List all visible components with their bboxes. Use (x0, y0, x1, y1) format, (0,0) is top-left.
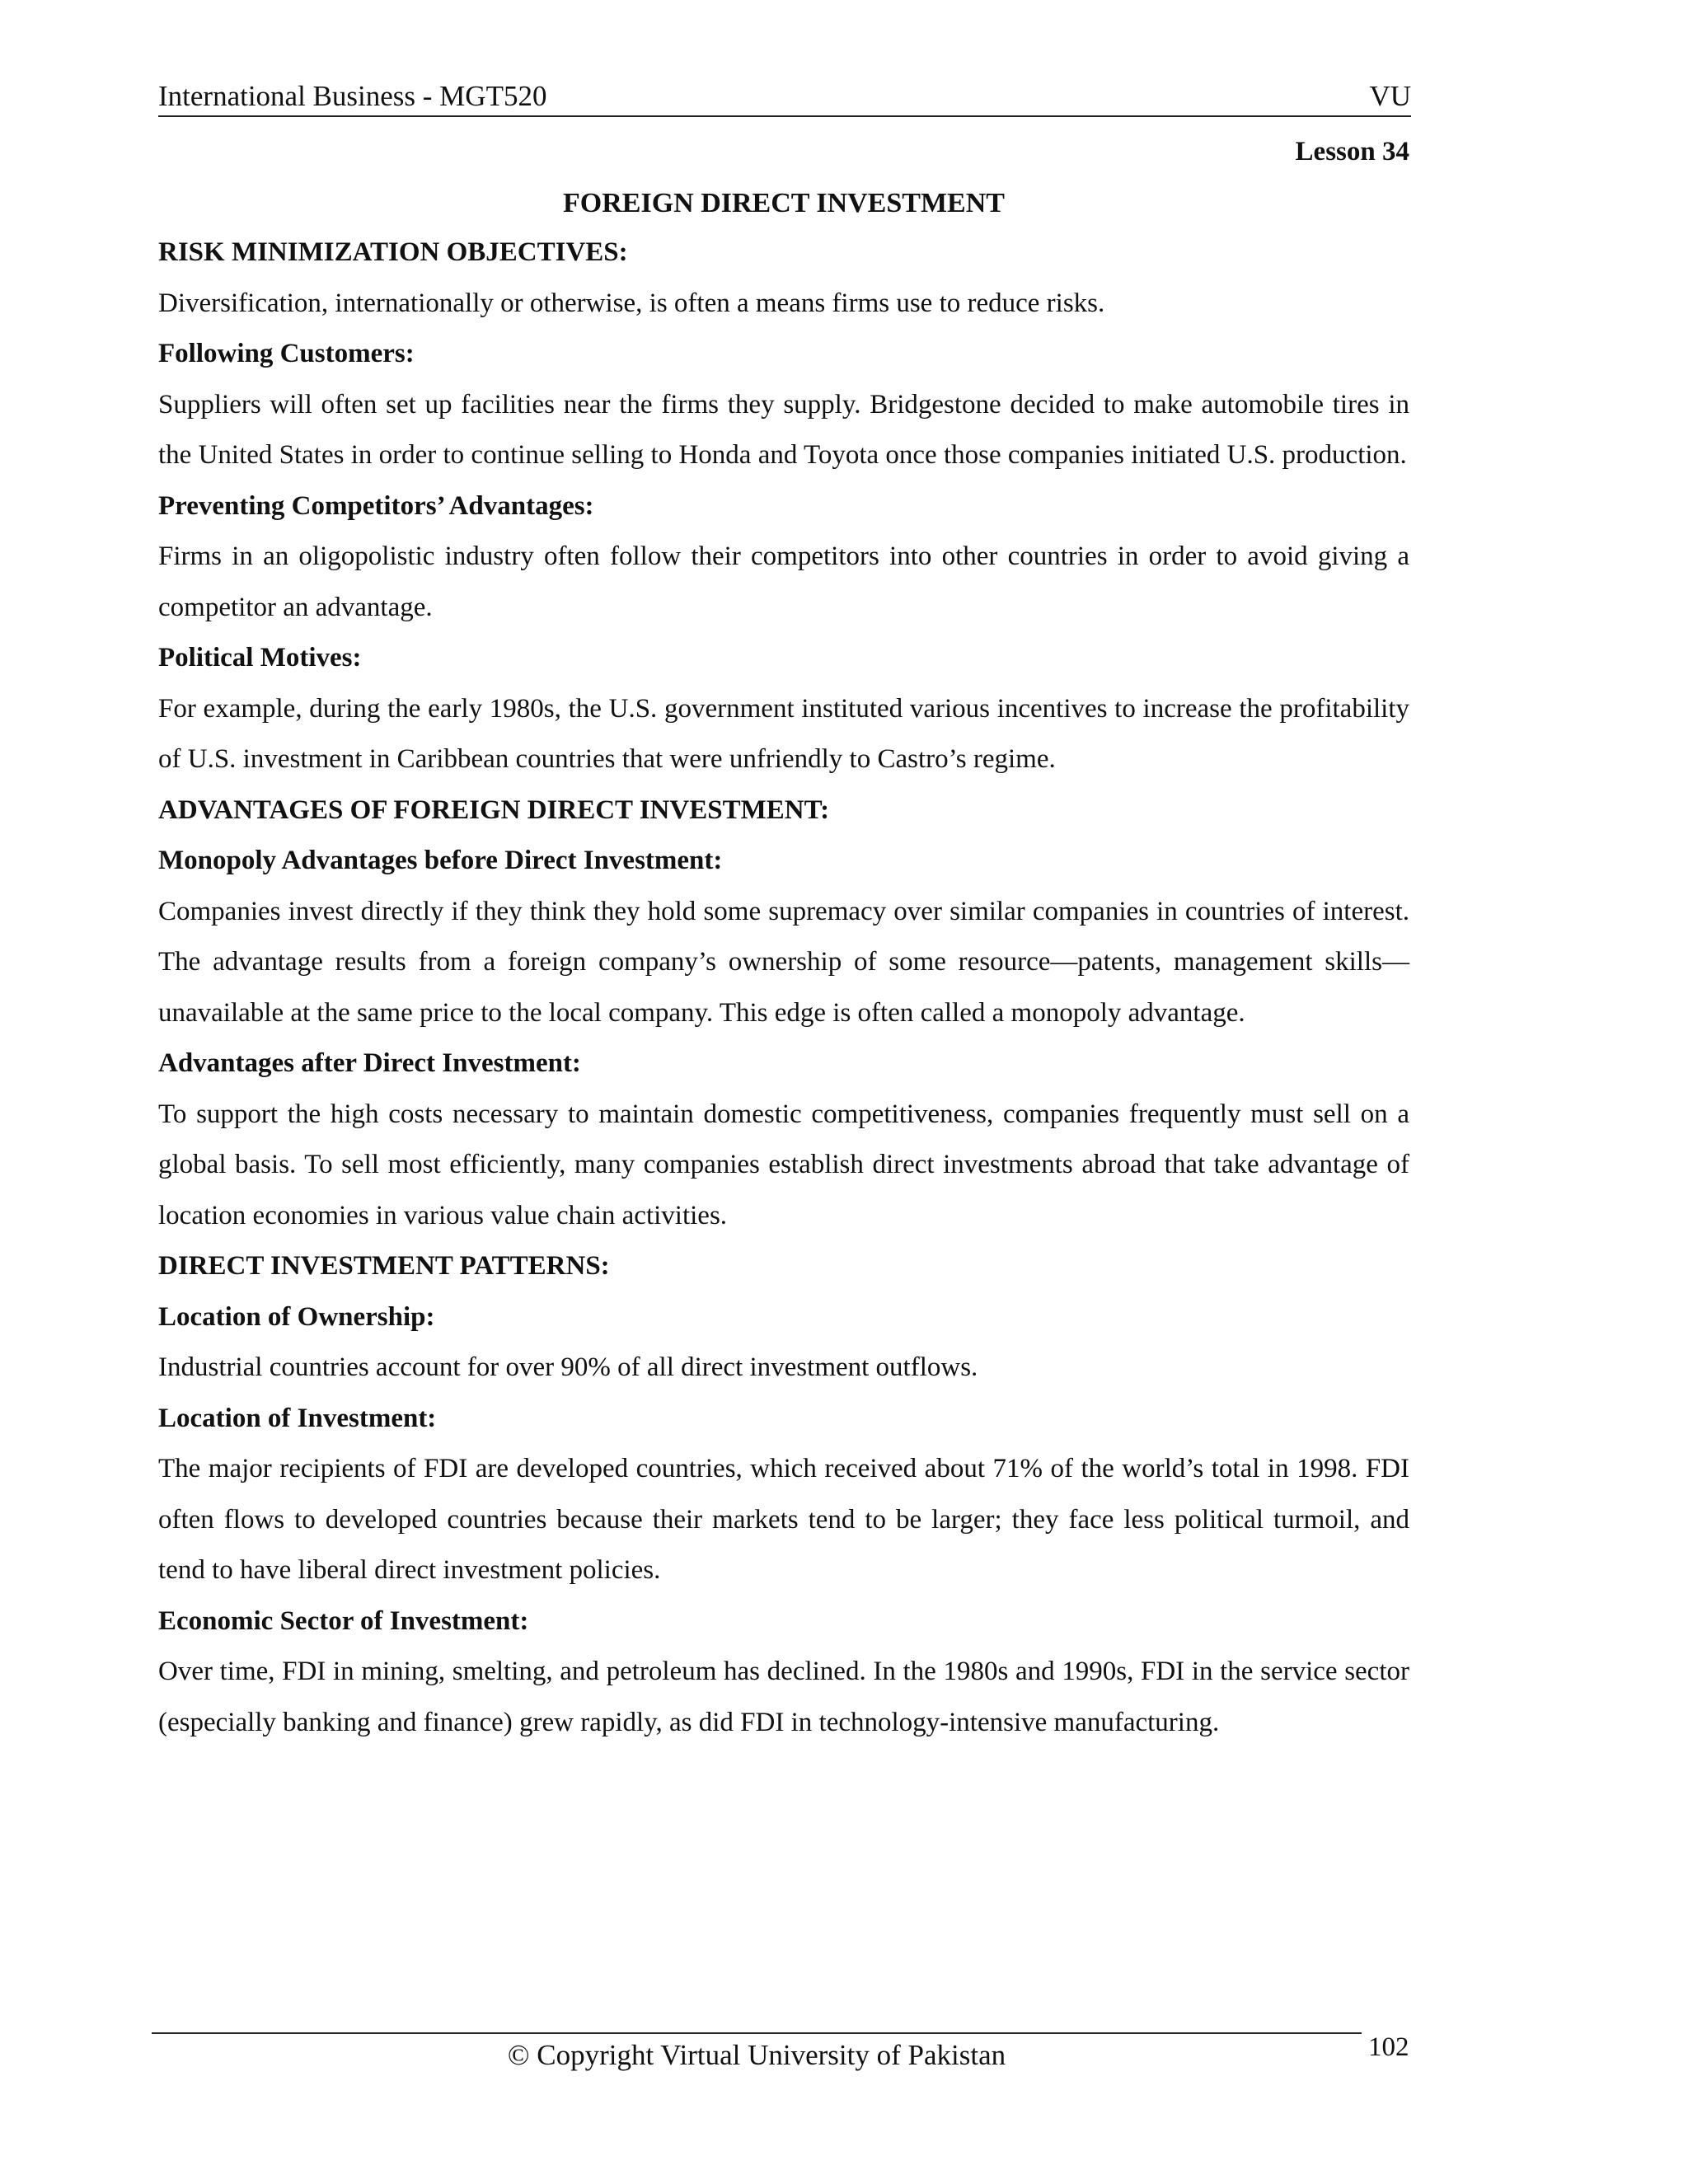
section-heading: ADVANTAGES OF FOREIGN DIRECT INVESTMENT: (158, 794, 830, 825)
section-heading: Monopoly Advantages before Direct Investment: (158, 846, 723, 875)
section-heading: Location of Ownership: (158, 1301, 435, 1332)
section-heading: Location of Investment: (158, 1403, 437, 1433)
copyright-notice: © Copyright Virtual University of Pakistan (507, 2039, 1006, 2071)
page-number: 102 (1368, 2032, 1409, 2062)
paragraph: To support the high costs necessary to maintain domestic competitiveness, companies frequently must sell on a global basis. To sell most efficiently, many companies establish direct investments abroad that take advantage of location economies in various value chain activities. (158, 1099, 1409, 1230)
footer-divider (152, 2032, 1362, 2034)
paragraph: Industrial countries account for over 90% of all direct investment outflows. (158, 1352, 978, 1382)
paragraph: Companies invest directly if they think they hold some supremacy over similar companies in countries of interest. The advantage results from a foreign company’s ownership of some resource—patents, management skills—unavailable at the same price to the local company. This edge is often called a monopoly advantage. (158, 896, 1409, 1028)
paragraph: Suppliers will often set up facilities near the firms they supply. Bridgestone decided to make automobile tires in the United States in order to continue selling to Honda and Toyota once those companies initiated U.S. production. (158, 389, 1409, 470)
section-heading: Political Motives: (158, 643, 362, 673)
page-header (158, 77, 1411, 117)
lesson-number: Lesson 34 (1295, 137, 1409, 166)
page-title: FOREIGN DIRECT INVESTMENT (563, 188, 1005, 218)
institution-abbreviation: VU (1369, 80, 1411, 112)
section-heading: DIRECT INVESTMENT PATTERNS: (158, 1251, 610, 1281)
section-heading: Following Customers: (158, 339, 415, 368)
paragraph: The major recipients of FDI are developed countries, which received about 71% of the world’s total in 1998. FDI often flows to developed countries because their markets tend to be larger; they face less political turmoil, and tend to have liberal direct investment policies. (158, 1454, 1409, 1585)
course-title: International Business - MGT520 (158, 80, 547, 112)
paragraph: Over time, FDI in mining, smelting, and petroleum has declined. In the 1980s and 1990s, FDI in the service sector (especially banking and finance) grew rapidly, as did FDI in technology-intensive manufacturing. (158, 1657, 1409, 1737)
document-body (158, 227, 1409, 1748)
paragraph: For example, during the early 1980s, the U.S. government instituted various incentives to increase the profitability of U.S. investment in Caribbean countries that were unfriendly to Castro’s regime. (158, 693, 1409, 774)
paragraph: Firms in an oligopolistic industry often follow their competitors into other countries in order to avoid giving a competitor an advantage. (158, 541, 1409, 622)
section-heading: RISK MINIMIZATION OBJECTIVES: (158, 237, 628, 267)
section-heading: Advantages after Direct Investment: (158, 1048, 581, 1078)
section-heading: Preventing Competitors’ Advantages: (158, 490, 594, 521)
section-heading: Economic Sector of Investment: (158, 1605, 529, 1636)
paragraph: Diversification, internationally or otherwise, is often a means firms use to reduce risks. (158, 288, 1105, 318)
